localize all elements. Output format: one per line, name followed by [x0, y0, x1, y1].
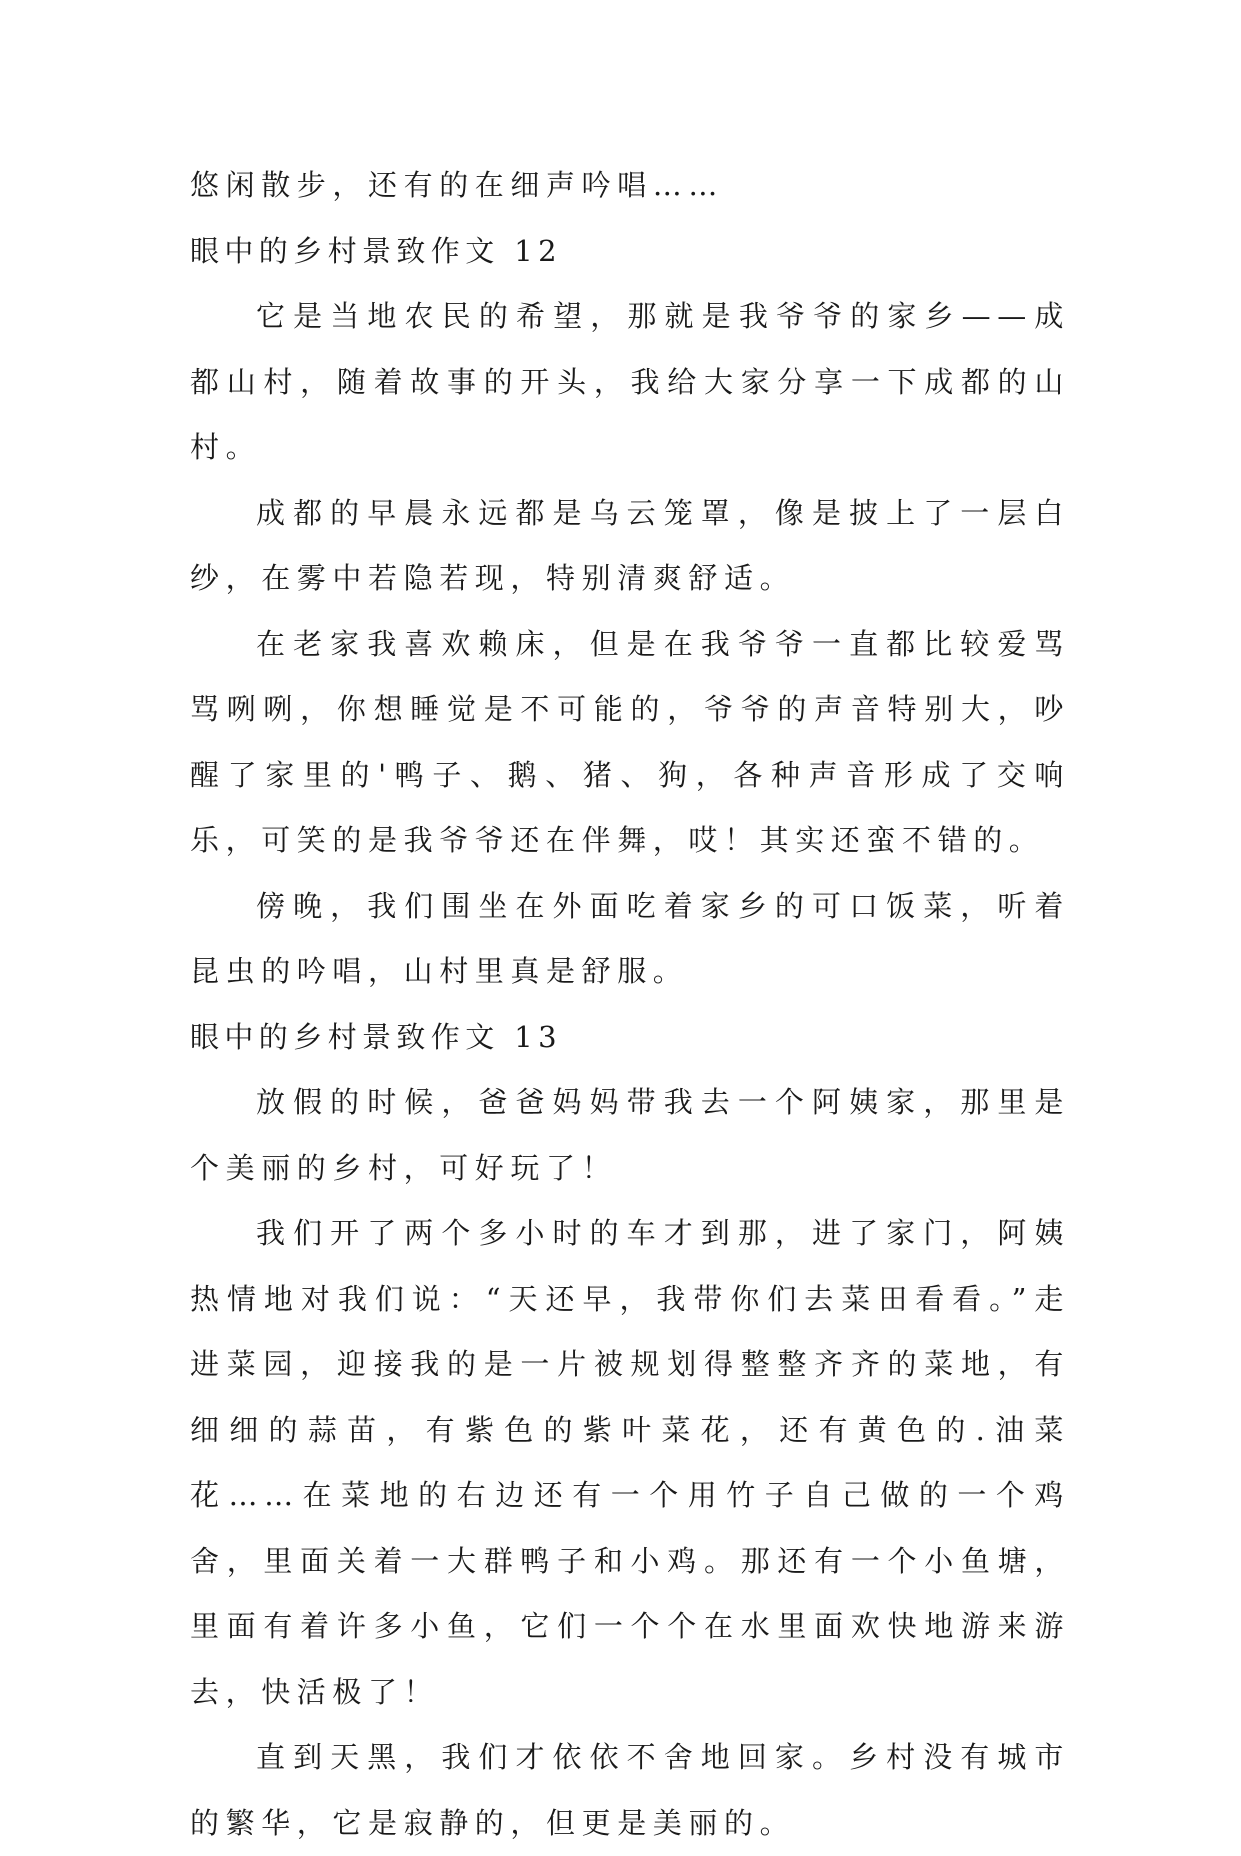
- paragraph: 傍晚，我们围坐在外面吃着家乡的可口饭菜，听着昆虫的吟唱，山村里真是舒服。: [190, 874, 1070, 1005]
- paragraph: 在老家我喜欢赖床，但是在我爷爷一直都比较爱骂骂咧咧，你想睡觉是不可能的，爷爷的声音特别大，吵醒了家里的'鸭子、鹅、猪、狗，各种声音形成了交响乐，可笑的是我爷爷还在伴舞，哎！其实还蛮不错的。: [190, 612, 1070, 874]
- paragraph: 直到天黑，我们才依依不舍地回家。乡村没有城市的繁华，它是寂静的，但更是美丽的。: [190, 1725, 1070, 1856]
- section-heading: 眼中的乡村景致作文 12: [190, 219, 1070, 285]
- essay-section-12: [190, 219, 1070, 1005]
- paragraph: 放假的时候，爸爸妈妈带我去一个阿姨家，那里是个美丽的乡村，可好玩了！: [190, 1070, 1070, 1201]
- section-heading: 眼中的乡村景致作文 13: [190, 1005, 1070, 1071]
- paragraph: 成都的早晨永远都是乌云笼罩，像是披上了一层白纱，在雾中若隐若现，特别清爽舒适。: [190, 481, 1070, 612]
- document-page: [190, 153, 1070, 1856]
- paragraph: 我们开了两个多小时的车才到那，进了家门，阿姨热情地对我们说：“天还早，我带你们去菜田看看。”走进菜园，迎接我的是一片被规划得整整齐齐的菜地，有细细的蒜苗，有紫色的紫叶菜花，还有黄色的.油菜花……在菜地的右边还有一个用竹子自己做的一个鸡舍，里面关着一大群鸭子和小鸡。那还有一个小鱼塘，里面有着许多小鱼，它们一个个在水里面欢快地游来游去，快活极了！: [190, 1201, 1070, 1725]
- paragraph: 它是当地农民的希望，那就是我爷爷的家乡——成都山村，随着故事的开头，我给大家分享一下成都的山村。: [190, 284, 1070, 481]
- essay-section-13: [190, 1005, 1070, 1856]
- continuation-text: 悠闲散步，还有的在细声吟唱……: [190, 153, 1070, 219]
